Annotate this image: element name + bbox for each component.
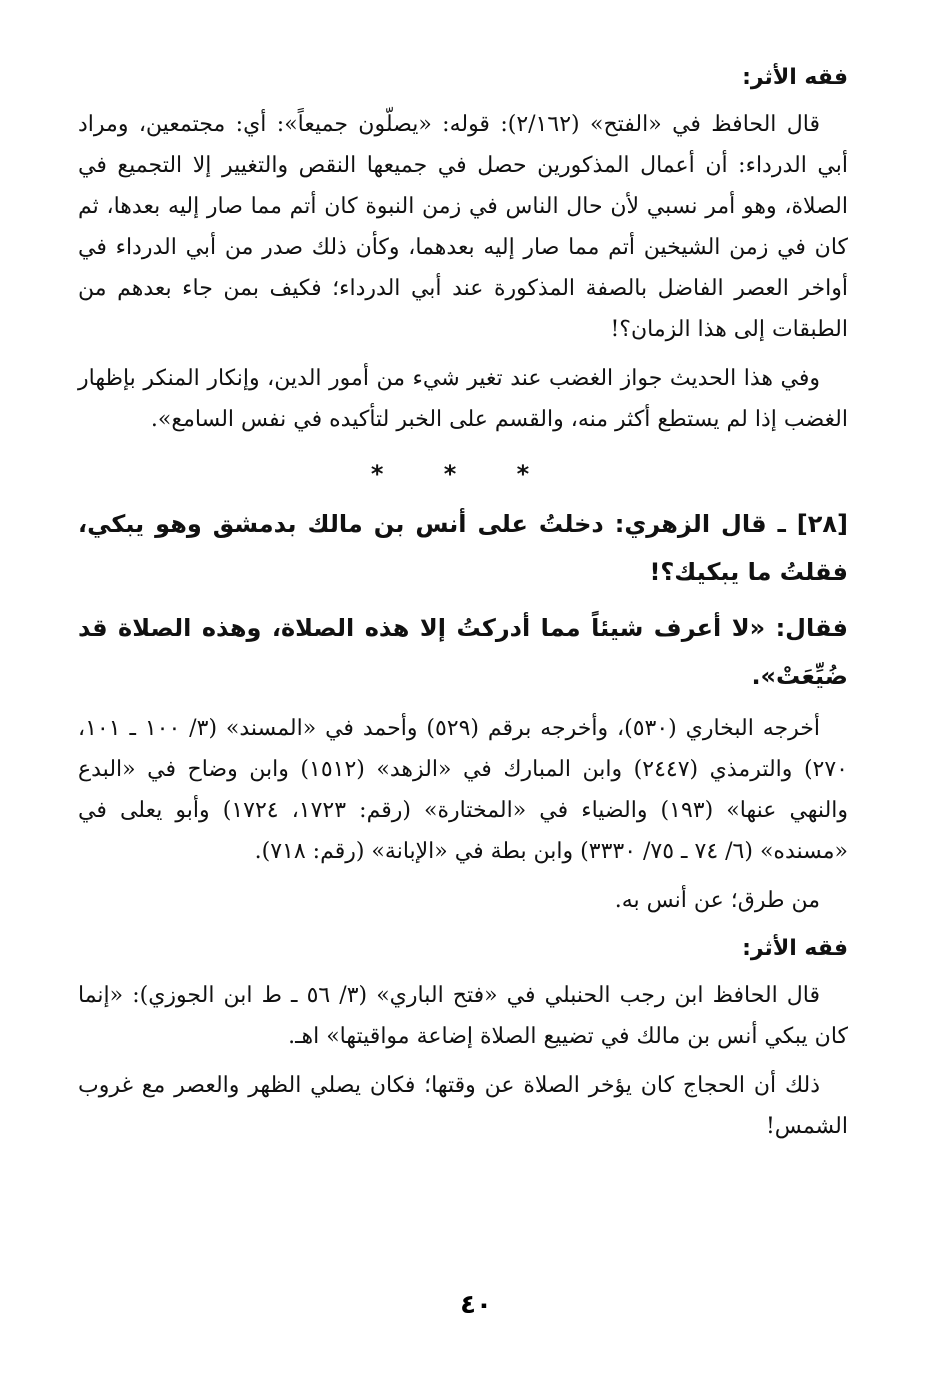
takhrij-paragraph: أخرجه البخاري (٥٣٠)، وأخرجه برقم (٥٢٩) وأحمد في «المسند» (٣/ ١٠٠ ـ ١٠١، ٢٧٠) والترمذي (٢٤٤٧) وابن المبارك في «الزهد» (١٥١٢) وابن وضاح في «البدع والنهي عنها» (١٩٣) والضياء في «المختارة» (رقم: ١٧٢٣، ١٧٢٤) وأبو يعلى في «مسنده» (٦/ ٧٤ ـ ٧٥/ ٣٣٣٠) وابن بطة في «الإبانة» (رقم: ٧١٨). [78,716,849,864]
commentary-paragraph: قال الحافظ ابن رجب الحنبلي في «فتح الباري» (٣/ ٥٦ ـ ط ابن الجوزي): «إنما كان يبكي أنس بن مالك في تضييع الصلاة إضاعة مواقيتها» اهـ. [78,983,848,1049]
commentary-paragraph: وفي هذا الحديث جواز الغضب عند تغير شيء من أمور الدين، وإنكار المنكر بإظهار الغضب إذا لم يستطع أكثر منه، والقسم على الخبر لتأكيده في نفس السامع». [78,366,848,432]
section-heading: فقه الأثر: [742,936,848,961]
commentary-paragraph: قال الحافظ في «الفتح» (٢/١٦٢): قوله: «يصلّون جميعاً»: أي: مجتمعين، ومراد أبي الدرداء: أن أعمال المذكورين حصل في جميعها النقص والتغيير إلا التجميع في الصلاة، وهو أمر نسبي لأن حال الناس في زمن النبوة كان أتم مما صار إليه بعدها، ثم كان في زمن الشيخين أتم مما صار إليه بعدهما، وكأن ذلك صدر من أبي الدرداء في أواخر العصر الفاضل بالصفة المذكورة عند أبي الدرداء؛ فكيف بمن جاء بعدهم من الطبقات إلى هذا الزمان؟! [78,112,848,342]
page-number: ٤٠ [460,1290,492,1320]
turuq-line: من طرق؛ عن أنس به. [614,888,820,913]
athar-quote: فقال: «لا أعرف شيئاً مما أدركتُ إلا هذه الصلاة، وهذه الصلاة قد ضُيِّعَتْ». [78,614,848,690]
athar-text: [٢٨] ـ قال الزهري: دخلتُ على أنس بن مالك بدمشق وهو يبكي، فقلتُ ما يبكيك؟! [78,510,848,586]
commentary-paragraph: ذلك أن الحجاج كان يؤخر الصلاة عن وقتها؛ فكان يصلي الظهر والعصر مع غروب الشمس! [78,1073,848,1139]
section-heading: فقه الأثر: [742,65,848,90]
page-body [78,52,848,1155]
section-separator: * * * [370,460,556,488]
